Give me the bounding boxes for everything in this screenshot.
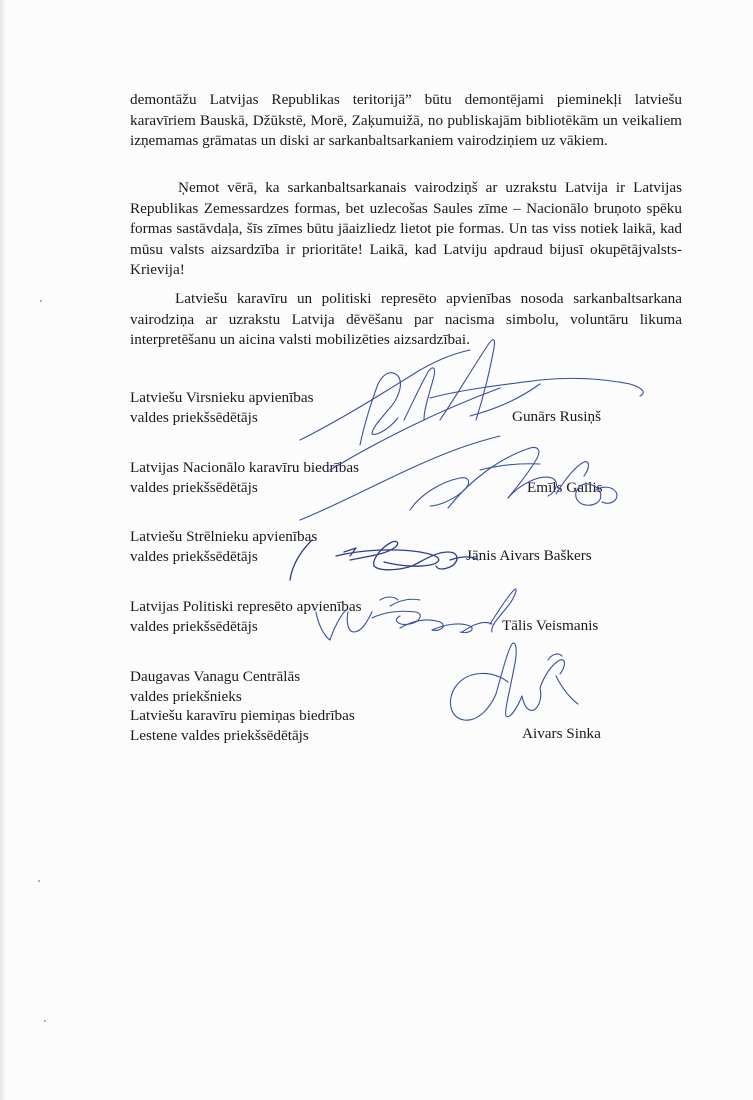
signatory-title-line: valdes priekšsēdētājs [130, 408, 258, 426]
signatory-title-line: valdes priekšsēdētājs [130, 547, 258, 565]
scan-speck [38, 880, 40, 882]
signatory-org-line: Daugavas Vanagu Centrālās [130, 668, 301, 685]
signatory-name-5: Aivars Sinka [522, 725, 601, 742]
signatory-name-4: Tālis Veismanis [502, 617, 599, 634]
scan-speck [44, 1020, 46, 1022]
paragraph-text: Latviešu karavīru un politiski represēto apvienības nosoda sarkanbaltsarkana vairodziņa ar uzrakstu Latvija dēvēšanu par nacisma simbolu, voluntāru likuma interpretēšanu un aicina valsti mobilizēties aizsardzībai. [130, 290, 682, 348]
paragraph-1 [130, 90, 682, 152]
paragraph-2 [130, 178, 682, 281]
signatory-title-line: Lestene valdes priekšsēdētājs [130, 726, 309, 744]
signatory-org-line: Latviešu Strēlnieku apvienības [130, 528, 318, 545]
signatory-name-1: Gunārs Rusiņš [512, 408, 602, 425]
signatory-name-2: Emīls Gailis [527, 479, 603, 496]
scan-edge [0, 0, 6, 1100]
signatory-title-line: valdes priekšsēdētājs [130, 478, 258, 496]
signatory-title-line: valdes priekšnieks [130, 687, 242, 705]
paragraph-text: Ņemot vērā, ka sarkanbaltsarkanais vairodziņš ar uzrakstu Latvija ir Latvijas Republikas Zemessardzes formas, bet uzlecošas Saules zīme – Nacionālo bruņoto spēku formas sastāvdaļa, šīs zīmes būtu jāaizliedz lietot pie formas. Un tas viss notiek laikā, kad mūsu valsts aizsardzība ir prioritāte! Laikā, kad Latviju apdraud bijusī okupētājvalsts-Krievija! [130, 179, 682, 278]
signatory-org-line: Latvijas Nacionālo karavīru biedrības [130, 459, 359, 476]
scan-speck [40, 300, 42, 302]
signatory-org-line: Latviešu karavīru piemiņas biedrības [130, 707, 355, 724]
paragraph-3 [130, 289, 682, 351]
paragraph-text: demontāžu Latvijas Republikas teritorijā” būtu demontējami pieminekļi latviešu karavīriem Bauskā, Džūkstē, Morē, Zaķumuižā, no publiskajām bibliotēkām un veikaliem izņemamas grāmatas un diski ar sarkanbaltsarkaniem vairodziņiem uz vākiem. [130, 91, 682, 149]
signatory-org-line: Latviešu Virsnieku apvienības [130, 389, 314, 406]
signatory-title-line: valdes priekšsēdētājs [130, 617, 258, 635]
signatory-name-3: Jānis Aivars Baškers [466, 547, 592, 564]
signatory-org-line: Latvijas Politiski represēto apvienības [130, 598, 362, 615]
